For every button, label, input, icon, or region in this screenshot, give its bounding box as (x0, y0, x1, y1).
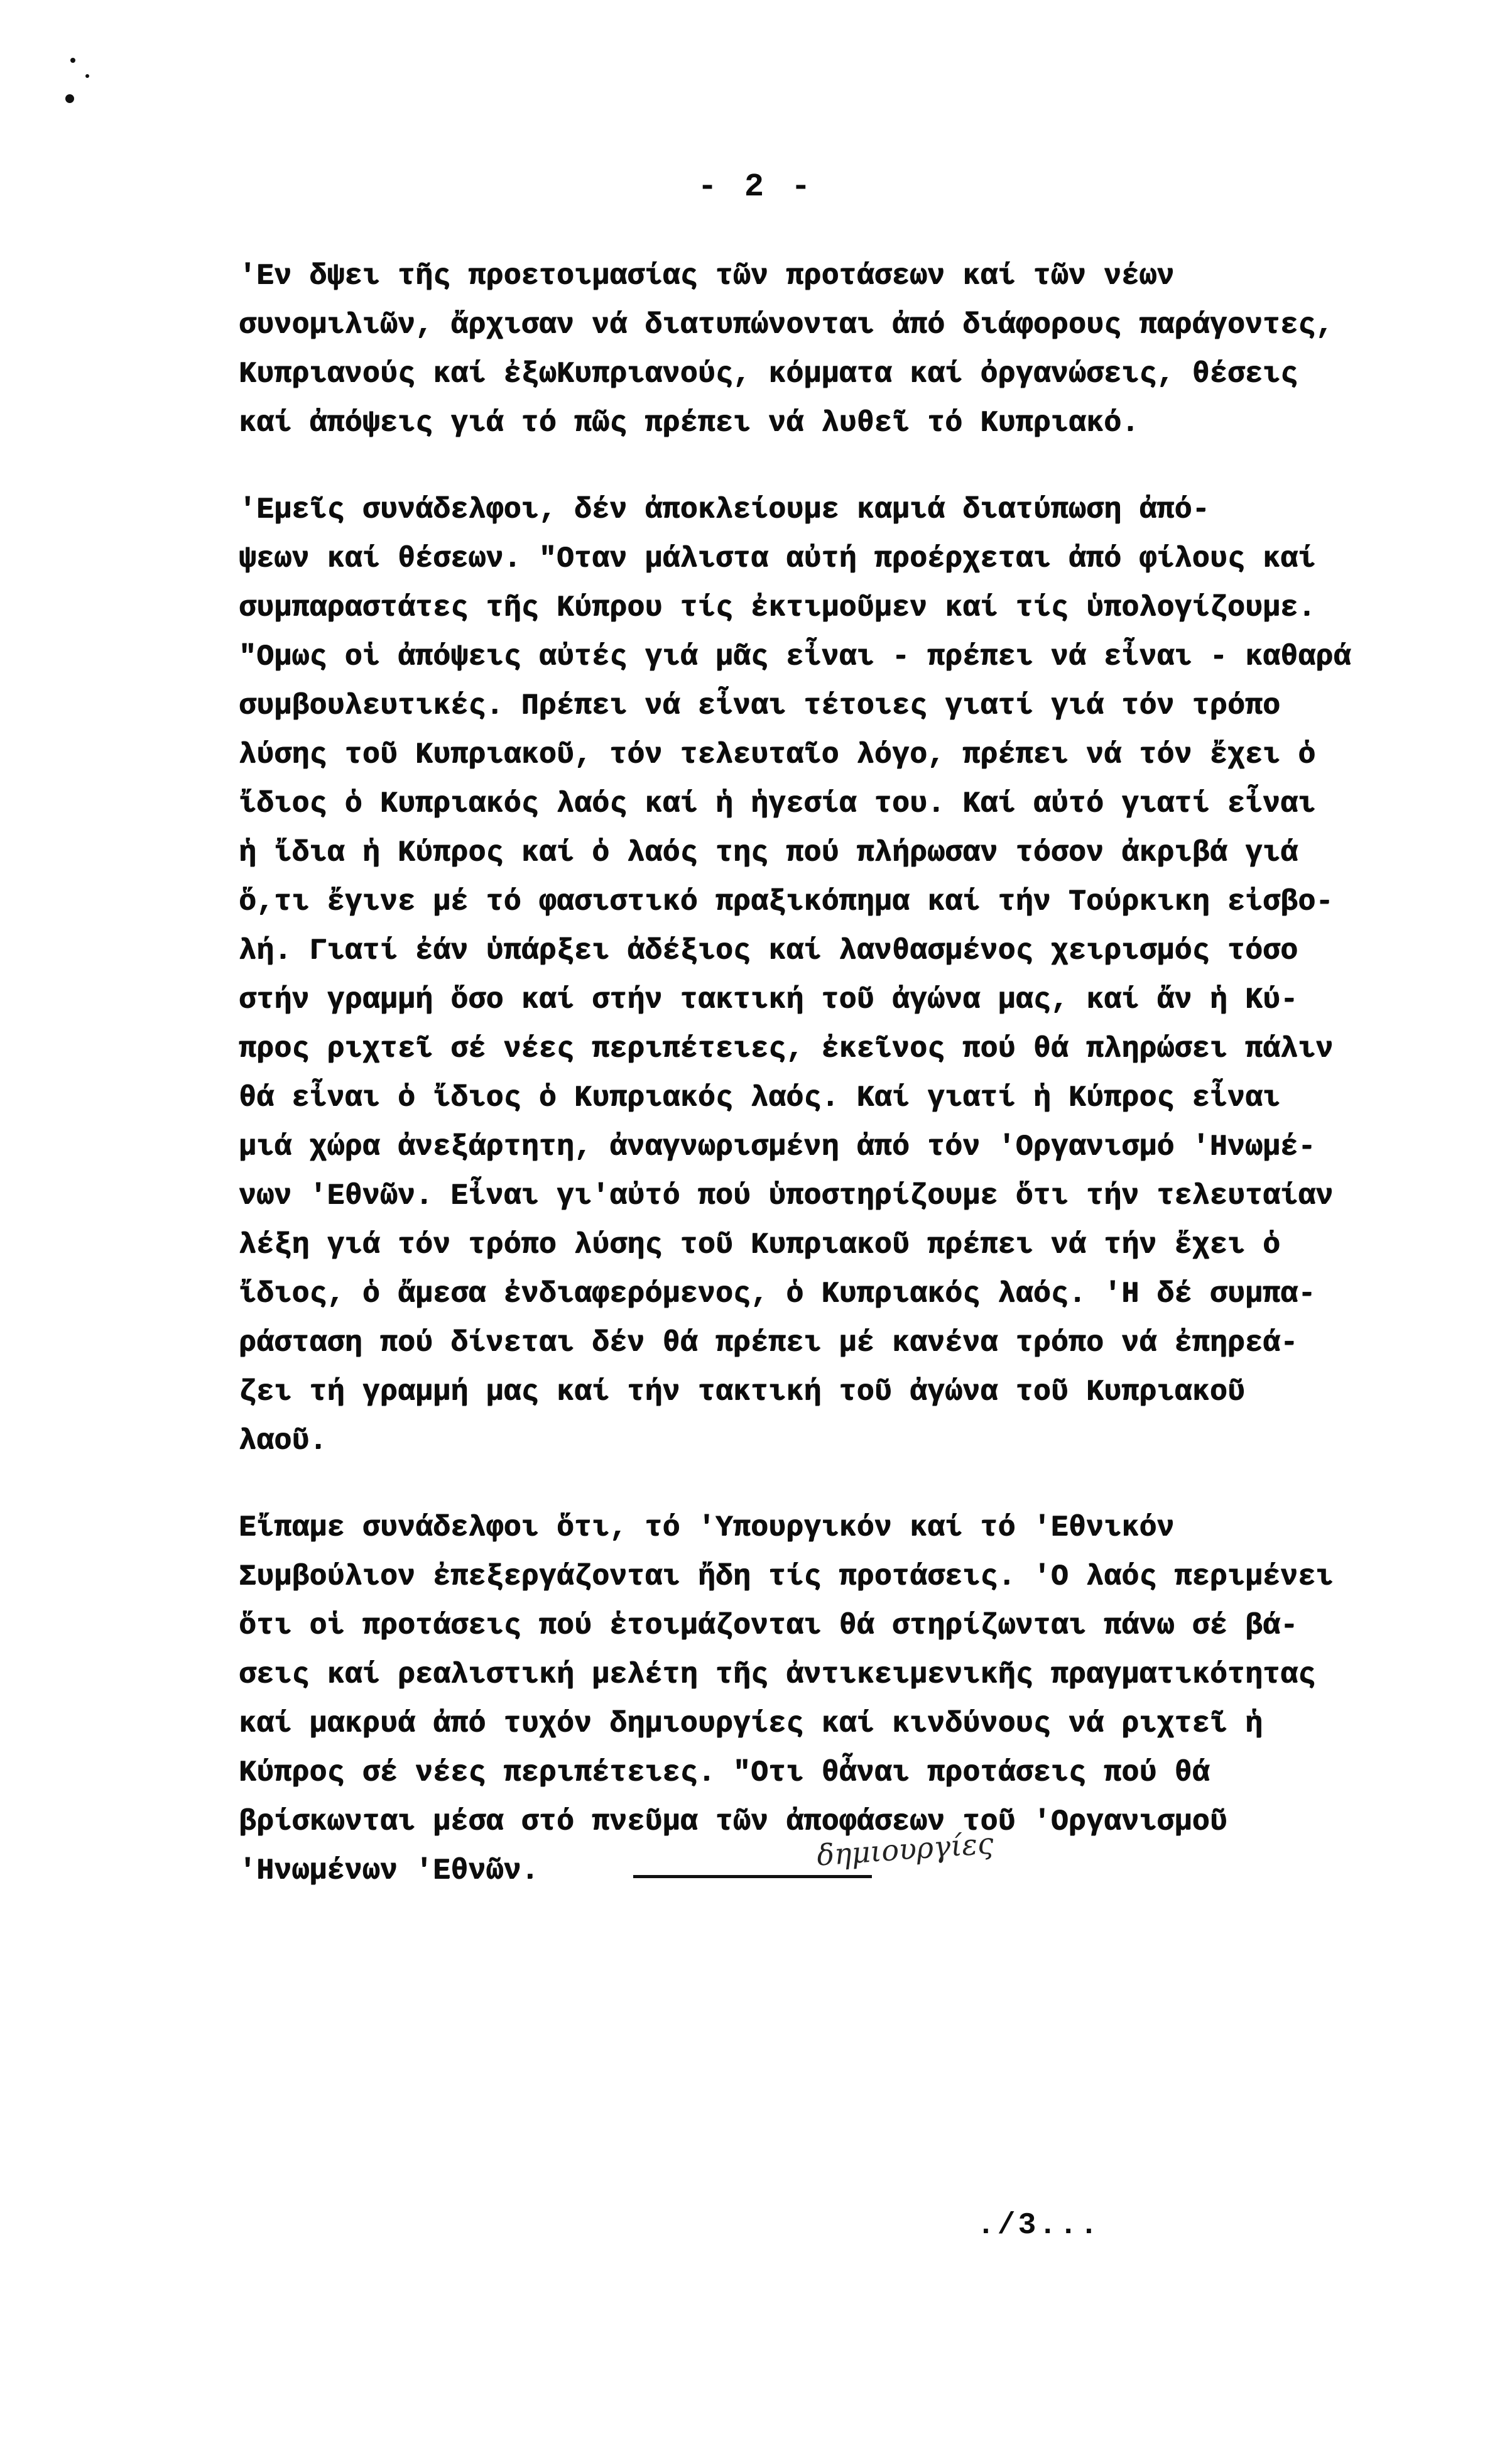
text-line: ζει τή γραμμή μας καί τήν τακτική τοῦ ἀγώνα τοῦ Κυπριακοῦ (239, 1375, 1245, 1408)
text-line: θά εἶναι ὁ ἴδιος ὁ Κυπριακός λαός. Καί γιατί ἡ Κύπρος εἶναι (239, 1081, 1281, 1114)
page-number: - 2 - (697, 168, 815, 205)
text-line: καί ἀπόψεις γιά τό πῶς πρέπει νά λυθεῖ τό Κυπριακό. (239, 407, 1139, 439)
text-line: νων 'Εθνῶν. Εἶναι γι'αὐτό πού ὑποστηρίζουμε ὅτι τήν τελευταίαν (239, 1179, 1334, 1212)
text-line: Εἴπαμε συνάδελφοι ὅτι, τό 'Υπουργικόν καί τό 'Εθνικόν (239, 1511, 1175, 1544)
text-line: 'Ηνωμένων 'Εθνῶν. (239, 1854, 539, 1887)
text-line: λή. Γιατί ἐάν ὑπάρξει ἀδέξιος καί λανθασμένος χειρισμός τόσο (239, 934, 1298, 967)
text-line: λαοῦ. (239, 1424, 327, 1457)
text-line: ὅτι οἱ προτάσεις πού ἑτοιμάζονται θά στηρίζωνται πάνω σέ βά- (239, 1609, 1298, 1642)
continuation-marker: ./3... (977, 2209, 1101, 2243)
body-text (239, 251, 1420, 1895)
text-line: ἡ ἴδια ἡ Κύπρος καί ὁ λαός της πού πλήρωσαν τόσον ἀκριβά γιά (239, 836, 1298, 869)
scan-speck (70, 58, 75, 63)
text-line: ἴδιος, ὁ ἄμεσα ἐνδιαφερόμενος, ὁ Κυπριακός λαός. 'Η δέ συμπα- (239, 1277, 1316, 1310)
text-line: Κυπριανούς καί ἐξωΚυπριανούς, κόμματα καί ὀργανώσεις, θέσεις (239, 358, 1298, 390)
text-line: λύσης τοῦ Κυπριακοῦ, τόν τελευταῖο λόγο, πρέπει νά τόν ἔχει ὁ (239, 738, 1316, 771)
strikethrough-mark (633, 1875, 872, 1878)
text-line: ράσταση πού δίνεται δέν θά πρέπει μέ κανένα τρόπο νά ἐπηρεά- (239, 1326, 1298, 1359)
handwritten-annotation: δημιουργίες (815, 1826, 995, 1872)
text-line: Συμβούλιον ἐπεξεργάζονται ἤδη τίς προτάσεις. 'Ο λαός περιμένει (239, 1560, 1334, 1593)
scan-speck (85, 74, 89, 78)
text-line: ὅ,τι ἔγινε μέ τό φασιστικό πραξικόπημα καί τήν Τούρκικη εἰσβο- (239, 885, 1334, 918)
text-line: στήν γραμμή ὅσο καί στήν τακτική τοῦ ἀγώνα μας, καί ἄν ἡ Κύ- (239, 983, 1298, 1016)
text-line: προς ριχτεῖ σέ νέες περιπέτειες, ἐκεῖνος πού θά πληρώσει πάλιν (239, 1032, 1334, 1065)
text-line: λέξη γιά τόν τρόπο λύσης τοῦ Κυπριακοῦ πρέπει νά τήν ἔχει ὁ (239, 1228, 1281, 1261)
text-line: συμπαραστάτες τῆς Κύπρου τίς ἐκτιμοῦμεν καί τίς ὑπολογίζουμε. (239, 591, 1316, 624)
text-line: 'Εμεῖς συνάδελφοι, δέν ἀποκλείουμε καμιά διατύπωση ἀπό- (239, 493, 1210, 526)
text-line: καί μακρυά ἀπό τυχόν δημιουργίες καί κινδύνους νά ριχτεῖ ἡ (239, 1707, 1263, 1740)
text-line: σεις καί ρεαλιστική μελέτη τῆς ἀντικειμενικῆς πραγματικότητας (239, 1658, 1316, 1691)
text-line: Κύπρος σέ νέες περιπέτειες. "Οτι θἆναι προτάσεις πού θά (239, 1756, 1210, 1789)
text-line: βρίσκωνται μέσα στό πνεῦμα τῶν ἀποφάσεων τοῦ 'Οργανισμοῦ (239, 1805, 1227, 1838)
paragraph-1 (239, 251, 1420, 447)
scan-speck (65, 94, 74, 103)
text-line: ψεων καί θέσεων. "Οταν μάλιστα αὐτή προέρχεται ἀπό φίλους καί (239, 542, 1316, 575)
text-line: ἴδιος ὁ Κυπριακός λαός καί ἡ ἡγεσία του. Καί αὐτό γιατί εἶναι (239, 787, 1316, 820)
text-line: "Ομως οἱ ἀπόψεις αὐτές γιά μᾶς εἶναι - πρέπει νά εἶναι - καθαρά (239, 640, 1351, 673)
text-line: μιά χώρα ἀνεξάρτητη, ἀναγνωρισμένη ἀπό τόν 'Οργανισμό 'Ηνωμέ- (239, 1130, 1316, 1163)
text-line: 'Εν δψει τῆς προετοιμασίας τῶν προτάσεων καί τῶν νέων (239, 260, 1175, 292)
paragraph-3 (239, 1503, 1420, 1895)
text-line: συμβουλευτικές. Πρέπει νά εἶναι τέτοιες γιατί γιά τόν τρόπο (239, 689, 1281, 722)
paragraph-2 (239, 485, 1420, 1465)
text-line: συνομιλιῶν, ἄρχισαν νά διατυπώνονται ἀπό διάφορους παράγοντες, (239, 309, 1334, 341)
